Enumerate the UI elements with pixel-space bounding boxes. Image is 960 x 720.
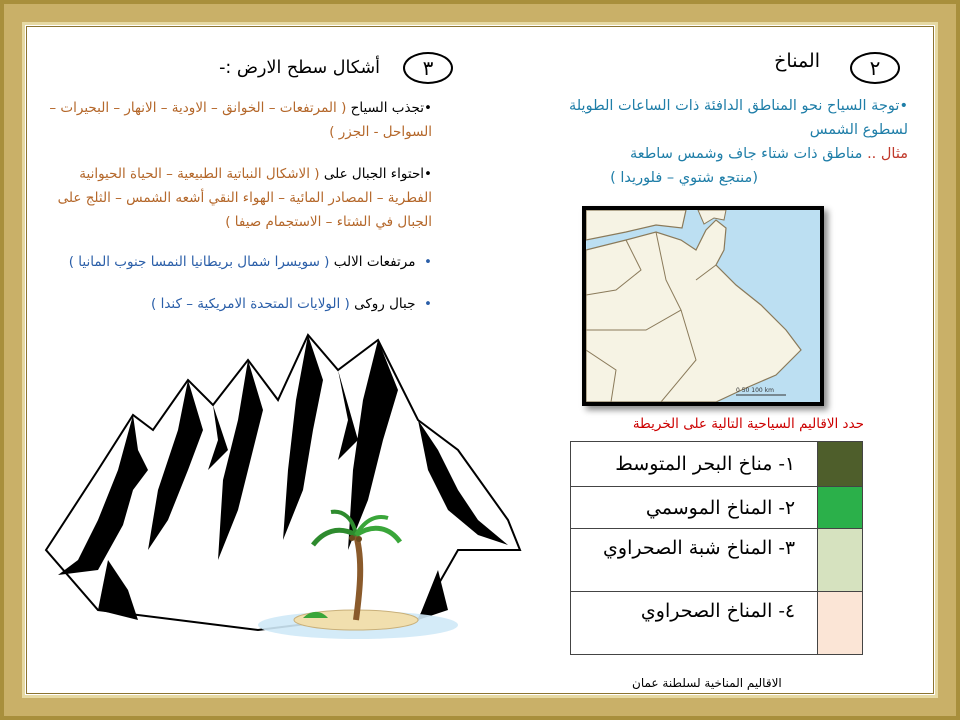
section3-title: أشكال سطح الارض :- (219, 58, 380, 78)
legend-label-4: ٤- المناخ الصحراوي (571, 592, 818, 655)
legend-label-2: ٢- المناخ الموسمي (571, 487, 818, 529)
bullet2-lead: جبال روكى (354, 296, 416, 312)
legend-row (571, 487, 863, 529)
example-text: مناطق ذات شتاء جاف وشمس ساطعة (630, 146, 863, 162)
legend-swatch-4 (818, 592, 863, 655)
section3-bullet1: • مرتفعات الالب ( سويسرا شمال بريطانيا النمسا جنوب المانيا ) (68, 254, 432, 270)
mountains-island-illustration (38, 320, 528, 650)
section3-para1 (40, 96, 432, 144)
legend-swatch-1 (818, 442, 863, 487)
map-scale: 0 50 100 km (736, 387, 774, 394)
para2-body: ( الاشكال النباتية الطبيعية – الحياة الحيوانية الفطرية – المصادر المائية – الهواء النقي أشعه الشمس – الثلج على الجبال في الشتاء – الاستجمام صيفا ) (57, 166, 432, 230)
mountain-range (46, 335, 520, 630)
bullet1-lead: مرتفعات الالب (333, 254, 416, 270)
example-label: مثال .. (867, 146, 908, 162)
para2-lead: •احتواء الجبال على (323, 166, 432, 182)
legend-label-1: ١- مناخ البحر المتوسط (571, 442, 818, 487)
oman-map-drawing (586, 210, 820, 402)
para1-body: ( المرتفعات – الخوانق – الاودية – الانهار – البحيرات – السواحل - الجزر ) (49, 100, 432, 140)
map-instruction: حدد الاقاليم السياحية التالية على الخريطة (632, 416, 864, 432)
bullet2-body: ( الولايات المتحدة الامريكية – كندا ) (151, 296, 350, 312)
section3-number: ٣ (403, 52, 453, 84)
legend-row (571, 592, 863, 655)
legend-row (571, 442, 863, 487)
section2-number: ٢ (850, 52, 900, 84)
bullet1-body: ( سويسرا شمال بريطانيا النمسا جنوب المانيا ) (68, 254, 330, 270)
legend-label-3: ٣- المناخ شبة الصحراوي (571, 529, 818, 592)
legend-table (570, 441, 863, 655)
section3-bullet2: • جبال روكى ( الولايات المتحدة الامريكية – كندا ) (151, 296, 432, 312)
section2-text (528, 94, 908, 190)
section2-bullet: •توجة السياح نحو المناطق الدافئة ذات الساعات الطويلة لسطوع الشمس (568, 98, 908, 138)
legend-row (571, 529, 863, 592)
section2-title: المناخ (774, 50, 820, 72)
legend-swatch-3 (818, 529, 863, 592)
map-caption: الاقاليم المناخية لسلطنة عمان (632, 676, 782, 690)
oman-map (582, 206, 824, 406)
example-paren: (منتجع شتوي – فلوريدا ) (610, 170, 758, 186)
para1-lead: •تجذب السياح (350, 100, 432, 116)
section3-para2 (40, 162, 432, 234)
legend-swatch-2 (818, 487, 863, 529)
